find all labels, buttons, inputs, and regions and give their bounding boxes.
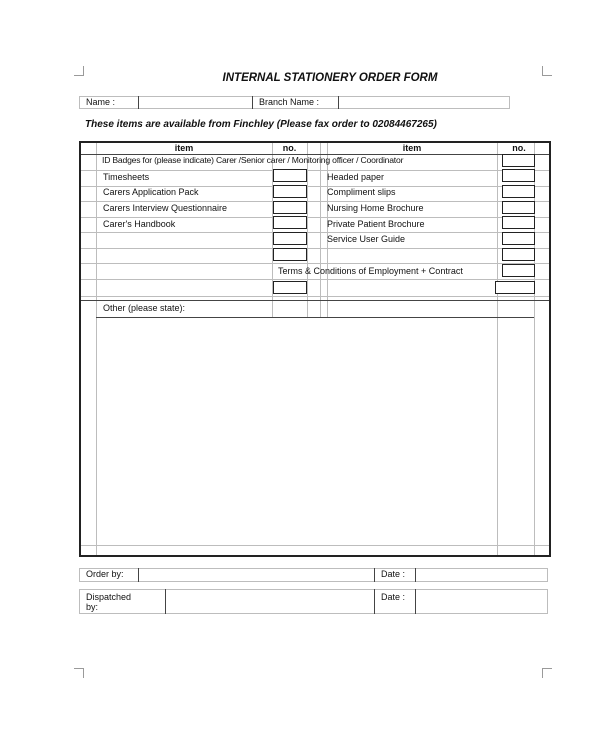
blank-left-qty-box-3[interactable]: [273, 281, 307, 294]
carers-interview-questionnaire-qty-box[interactable]: [273, 201, 307, 214]
availability-note: These items are available from Finchley (Please fax order to 02084467265): [85, 119, 437, 130]
dispatched-label-line2: by:: [86, 602, 99, 612]
branch-name-input[interactable]: [339, 97, 509, 108]
col-no-header-right: no.: [512, 143, 526, 153]
id-badges-qty-box[interactable]: [502, 154, 535, 167]
crop-mark-bottom-right: [542, 668, 552, 678]
service-user-guide-qty-box[interactable]: [502, 232, 535, 245]
order-by-label: Order by:: [86, 569, 124, 579]
item-carers-application-pack: Carers Application Pack: [103, 187, 199, 197]
form-title: INTERNAL STATIONERY ORDER FORM: [222, 72, 438, 84]
carers-application-pack-qty-box[interactable]: [273, 185, 307, 198]
dispatch-date-label: Date :: [381, 592, 406, 602]
col-item-header-left: item: [174, 143, 194, 153]
terms-conditions-qty-box[interactable]: [502, 264, 535, 277]
blank-left-qty-box-2[interactable]: [273, 248, 307, 261]
blank-right-qty-box-1[interactable]: [502, 248, 535, 261]
dispatch-date-input[interactable]: [416, 590, 547, 613]
item-nursing-home-brochure: Nursing Home Brochure: [327, 203, 424, 213]
id-badges-label: ID Badges for (please indicate) Carer /Senior carer / Monitoring officer / Coordinator: [102, 155, 404, 165]
other-label: Other (please state):: [103, 303, 186, 313]
name-input[interactable]: [139, 97, 252, 108]
compliment-slips-qty-box[interactable]: [502, 185, 535, 198]
item-service-user-guide: Service User Guide: [327, 234, 406, 244]
other-text-area[interactable]: [97, 318, 534, 545]
item-timesheets: Timesheets: [103, 172, 150, 182]
name-label: Name :: [86, 97, 116, 107]
blank-right-qty-box-2[interactable]: [495, 281, 535, 294]
blank-left-qty-box-1[interactable]: [273, 232, 307, 245]
order-date-label: Date :: [381, 569, 406, 579]
item-carers-interview-questionnaire: Carers Interview Questionnaire: [103, 203, 228, 213]
branch-name-label: Branch Name :: [259, 97, 320, 107]
dispatched-by-input[interactable]: [166, 590, 374, 613]
nursing-home-brochure-qty-box[interactable]: [502, 201, 535, 214]
item-private-patient-brochure: Private Patient Brochure: [327, 219, 425, 229]
crop-mark-bottom-left: [74, 668, 84, 678]
private-patient-brochure-qty-box[interactable]: [502, 216, 535, 229]
timesheets-qty-box[interactable]: [273, 169, 307, 182]
col-no-header-left: no.: [282, 143, 297, 153]
dispatched-label-line1: Dispatched: [86, 592, 132, 602]
item-terms-and-conditions: Terms & Conditions of Employment + Contract: [278, 266, 463, 276]
carers-handbook-qty-box[interactable]: [273, 216, 307, 229]
col-item-header-right: item: [402, 143, 422, 153]
headed-paper-qty-box[interactable]: [502, 169, 535, 182]
item-headed-paper: Headed paper: [327, 172, 385, 182]
order-date-input[interactable]: [416, 569, 547, 581]
order-by-input[interactable]: [139, 569, 374, 581]
item-compliment-slips: Compliment slips: [327, 187, 396, 197]
item-carers-handbook: Carer's Handbook: [103, 219, 176, 229]
